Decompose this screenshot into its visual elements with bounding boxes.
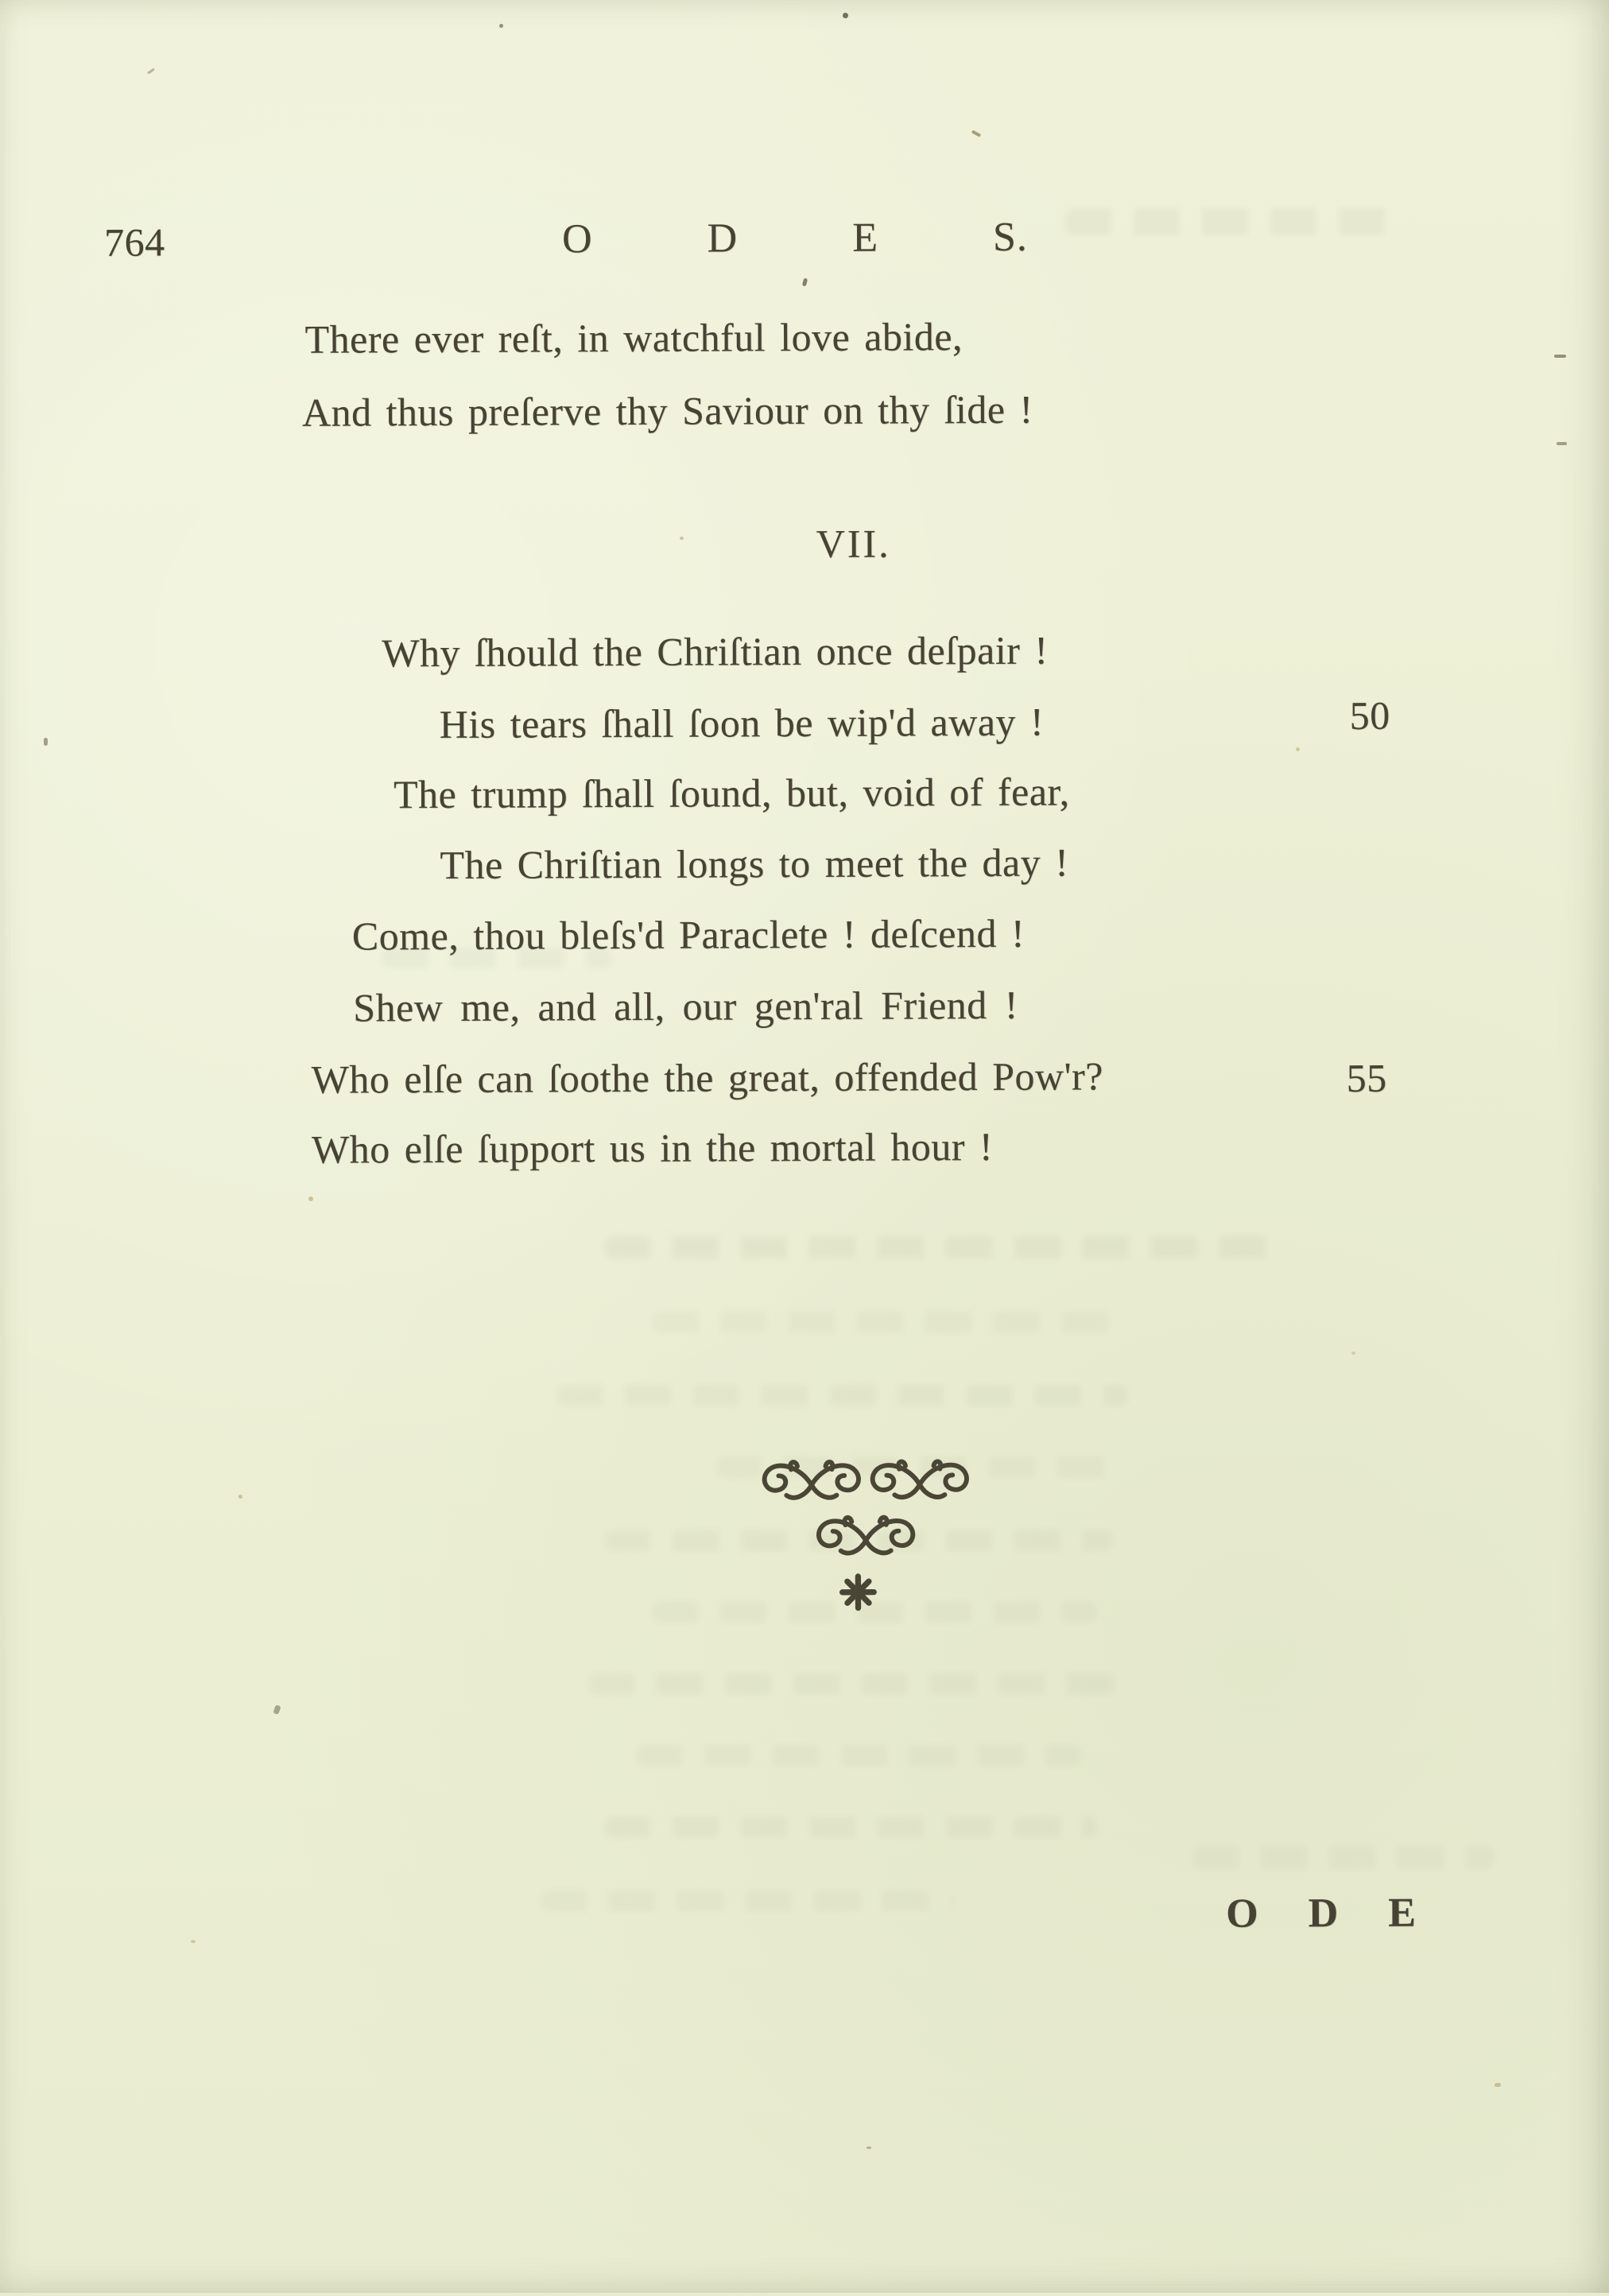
verse-line: Shew me, and all, our gen'ral Friend ! — [353, 982, 1018, 1031]
verse-line: Why ſhould the Chriſtian once deſpair ! — [382, 627, 1048, 677]
verse-line: Who elſe ſupport us in the mortal hour ! — [312, 1123, 993, 1173]
fleuron-ornament-icon — [757, 1457, 867, 1517]
verse-line: Come, thou bleſs'd Paraclete ! deſcend ! — [352, 910, 1025, 960]
line-number: 50 — [1350, 692, 1390, 739]
running-header: O D E S. — [562, 214, 1028, 263]
line-number: 55 — [1347, 1055, 1387, 1101]
section-heading: VII. — [816, 521, 891, 567]
couplet-line: And thus preſerve thy Saviour on thy ſide ! — [302, 386, 1033, 436]
verse-line: Who elſe can ſoothe the great, offended Pow'r? — [311, 1053, 1103, 1102]
fleuron-ornament-icon — [865, 1456, 975, 1516]
fleuron-ornament-icon — [811, 1512, 921, 1572]
couplet-line: There ever reſt, in watchful love abide, — [304, 313, 963, 363]
asterisk-icon — [838, 1573, 878, 1612]
verse-line: The trump ſhall ſound, but, void of fear, — [394, 769, 1070, 818]
verse-line: The Chriſtian longs to meet the day ! — [440, 840, 1068, 888]
verse-line: His tears ſhall ſoon be wip'd away ! — [440, 699, 1045, 747]
catchword: O D E — [1226, 1890, 1417, 1937]
folio-number: 764 — [104, 219, 165, 265]
